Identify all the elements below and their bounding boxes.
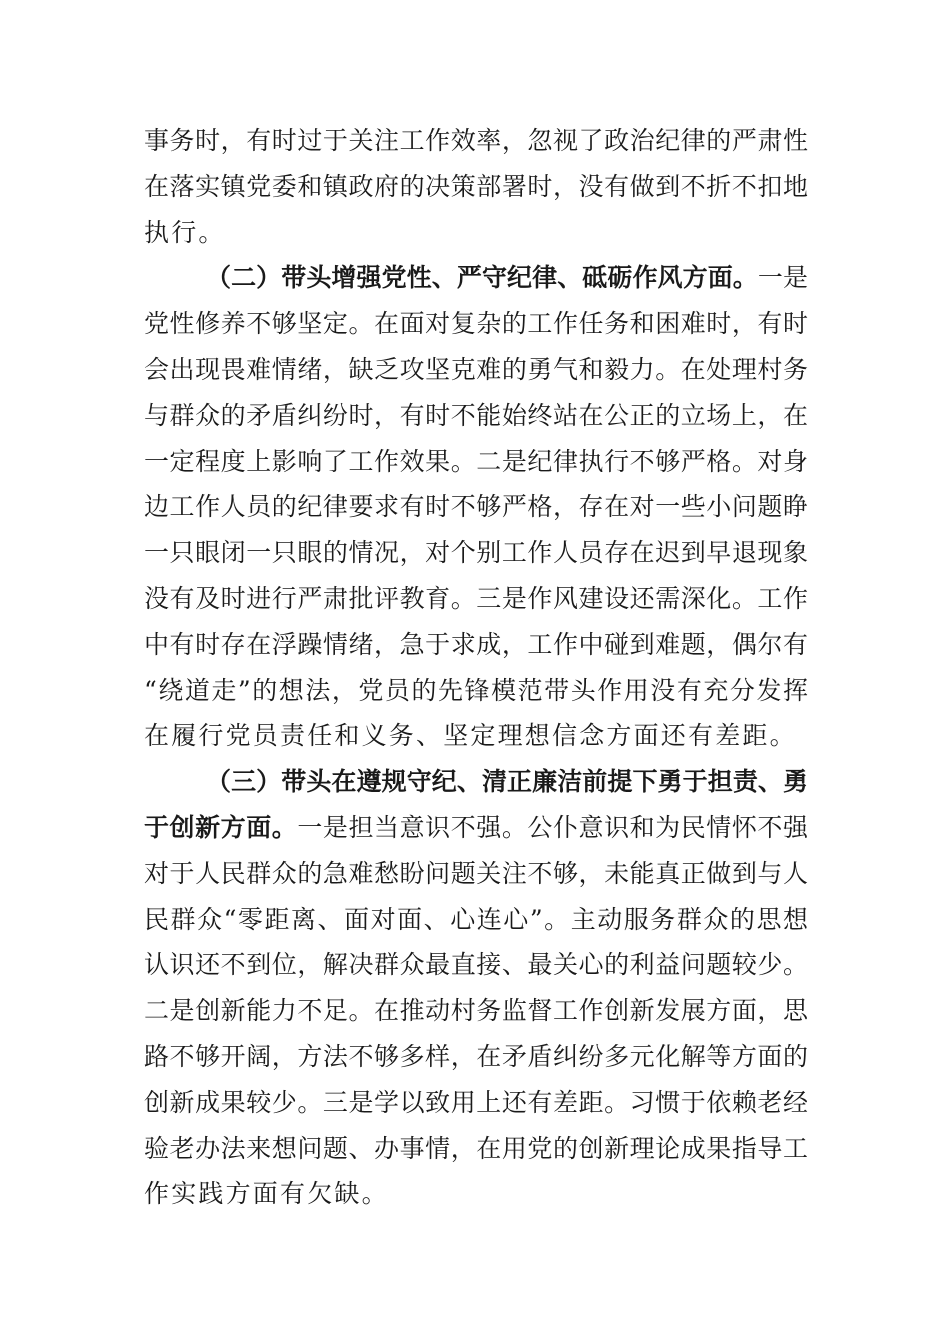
paragraph-2-line-2: 党性修养不够坚定。在面对复杂的工作任务和困难时，有时 [144,309,808,339]
paragraph-3-line-5: 认识还不到位，解决群众最直接、最关心的利益问题较少。 [144,950,808,980]
paragraph-2-line-1-rest: 一是 [757,263,808,293]
paragraph-3-line-10: 作实践方面有欠缺。 [144,1179,389,1209]
paragraph-2-line-3: 会出现畏难情绪，缺乏攻坚克难的勇气和毅力。在处理村务 [144,354,808,384]
paragraph-2-line-8: 没有及时进行严肃批评教育。三是作风建设还需深化。工作 [144,583,808,613]
paragraph-1-line-2: 在落实镇党委和镇政府的决策部署时，没有做到不折不扣地 [144,171,808,201]
paragraph-3-line-6: 二是创新能力不足。在推动村务监督工作创新发展方面，思 [144,996,808,1026]
paragraph-3-line-7: 路不够开阔，方法不够多样，在矛盾纠纷多元化解等方面的 [144,1041,808,1071]
paragraph-3-line-2 [144,805,808,851]
paragraph-2-line-4: 与群众的矛盾纠纷时，有时不能始终站在公正的立场上，在 [144,400,808,430]
paragraph-2-line-10: “绕道走”的想法，党员的先锋模范带头作用没有充分发挥 [144,675,808,705]
paragraph-3-line-3: 对于人民群众的急难愁盼问题关注不够，未能真正做到与人 [144,858,808,888]
paragraph-3-line-9: 验老办法来想问题、办事情，在用党的创新理论成果指导工 [144,1133,808,1163]
paragraph-3-heading-line-1: （三）带头在遵规守纪、清正廉洁前提下勇于担责、勇 [206,767,808,797]
paragraph-2-line-7: 一只眼闭一只眼的情况，对个别工作人员存在迟到早退现象 [144,538,808,568]
paragraph-2-line-1 [144,255,808,301]
paragraph-3-line-2-rest: 一是担当意识不强。公仆意识和为民情怀不强 [297,812,808,842]
paragraph-2-line-6: 边工作人员的纪律要求有时不够严格，存在对一些小问题睁 [144,492,808,522]
paragraph-3-line-4: 民群众“零距离、面对面、心连心”。主动服务群众的思想 [144,904,808,934]
paragraph-3-heading-line-2: 于创新方面。 [144,812,298,842]
paragraph-2-line-5: 一定程度上影响了工作效果。二是纪律执行不够严格。对身 [144,446,808,476]
paragraph-1-line-1: 事务时，有时过于关注工作效率，忽视了政治纪律的严肃性 [144,126,808,155]
paragraph-2-line-9: 中有时存在浮躁情绪，急于求成，工作中碰到难题，偶尔有 [144,629,808,659]
paragraph-2-heading: （二）带头增强党性、严守纪律、砥砺作风方面。 [206,263,758,293]
paragraph-3-line-8: 创新成果较少。三是学以致用上还有差距。习惯于依赖老经 [144,1087,808,1117]
paragraph-2-line-11: 在履行党员责任和义务、坚定理想信念方面还有差距。 [144,721,797,751]
paragraph-1-line-3: 执行。 [144,217,226,247]
document-body [144,118,808,1217]
